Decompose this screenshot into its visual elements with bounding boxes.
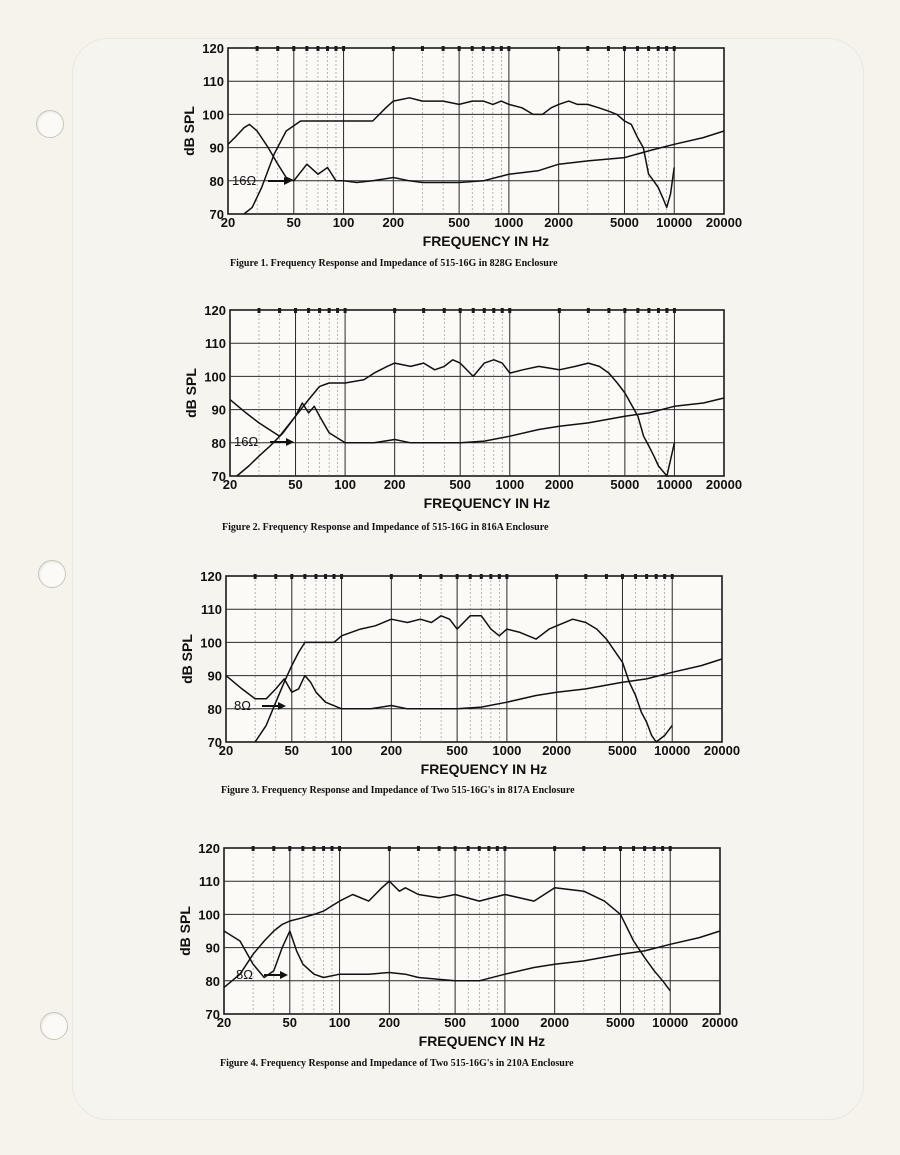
figure-caption: Figure 2. Frequency Response and Impedance of 515-16G in 816A Enclosure bbox=[222, 522, 549, 533]
top-tick-mark bbox=[657, 308, 660, 313]
top-tick-mark bbox=[392, 46, 395, 51]
top-tick-mark bbox=[342, 46, 345, 51]
x-tick-label: 500 bbox=[448, 215, 470, 230]
top-tick-mark bbox=[469, 574, 472, 579]
x-tick-label: 2000 bbox=[542, 743, 572, 758]
y-tick-label: 70 bbox=[211, 469, 226, 484]
y-tick-label: 110 bbox=[199, 874, 220, 890]
x-tick-label: 50 bbox=[284, 743, 300, 758]
top-tick-mark bbox=[467, 846, 470, 851]
top-tick-mark bbox=[316, 46, 319, 51]
top-tick-mark bbox=[256, 46, 259, 51]
x-tick-label: 50 bbox=[282, 1015, 298, 1030]
top-tick-mark bbox=[582, 846, 585, 851]
top-tick-mark bbox=[257, 308, 260, 313]
top-tick-mark bbox=[636, 308, 639, 313]
plot-area bbox=[228, 48, 724, 214]
top-tick-mark bbox=[632, 846, 635, 851]
x-tick-label: 100 bbox=[328, 1015, 351, 1030]
y-tick-label: 120 bbox=[200, 569, 222, 584]
y-tick-label: 80 bbox=[207, 701, 222, 717]
top-tick-mark bbox=[491, 46, 494, 51]
y-tick-label: 110 bbox=[203, 74, 224, 90]
x-tick-label: 10000 bbox=[656, 477, 693, 492]
top-tick-mark bbox=[661, 846, 664, 851]
x-axis-title: FREQUENCY IN Hz bbox=[420, 761, 548, 777]
y-axis-title: dB SPL bbox=[179, 634, 195, 684]
x-tick-label: 10000 bbox=[654, 743, 691, 758]
y-tick-label: 100 bbox=[202, 107, 224, 123]
top-tick-mark bbox=[419, 574, 422, 579]
x-tick-label: 200 bbox=[378, 1015, 401, 1030]
impedance-reference-label: 16Ω bbox=[232, 173, 257, 188]
impedance-reference-label: 8Ω bbox=[236, 967, 253, 982]
top-tick-mark bbox=[500, 46, 503, 51]
y-tick-label: 80 bbox=[209, 173, 224, 189]
top-tick-mark bbox=[421, 46, 424, 51]
top-tick-mark bbox=[671, 574, 674, 579]
y-tick-label: 120 bbox=[202, 41, 224, 56]
x-tick-label: 1000 bbox=[490, 1015, 520, 1030]
top-tick-mark bbox=[274, 574, 277, 579]
top-tick-mark bbox=[507, 46, 510, 51]
top-tick-mark bbox=[330, 846, 333, 851]
y-tick-label: 110 bbox=[205, 336, 226, 352]
x-tick-label: 500 bbox=[449, 477, 472, 492]
top-tick-mark bbox=[471, 46, 474, 51]
top-tick-mark bbox=[553, 846, 556, 851]
y-axis-title: dB SPL bbox=[181, 106, 197, 156]
x-tick-label: 1000 bbox=[494, 215, 524, 230]
top-tick-mark bbox=[458, 46, 461, 51]
y-tick-label: 90 bbox=[207, 668, 222, 684]
top-tick-mark bbox=[294, 308, 297, 313]
top-tick-mark bbox=[303, 574, 306, 579]
y-tick-label: 70 bbox=[205, 1007, 220, 1022]
figure-caption: Figure 1. Frequency Response and Impedance of 515-16G in 828G Enclosure bbox=[230, 258, 558, 269]
top-tick-mark bbox=[459, 308, 462, 313]
top-tick-mark bbox=[643, 846, 646, 851]
y-tick-label: 90 bbox=[205, 940, 220, 956]
top-tick-mark bbox=[336, 308, 339, 313]
top-tick-mark bbox=[388, 846, 391, 851]
top-tick-mark bbox=[326, 46, 329, 51]
top-tick-mark bbox=[607, 46, 610, 51]
top-tick-mark bbox=[443, 308, 446, 313]
x-tick-label: 5000 bbox=[609, 215, 639, 230]
top-tick-mark bbox=[305, 46, 308, 51]
top-tick-mark bbox=[324, 574, 327, 579]
y-tick-label: 120 bbox=[204, 303, 226, 318]
top-tick-mark bbox=[288, 846, 291, 851]
top-tick-mark bbox=[338, 846, 341, 851]
x-tick-label: 100 bbox=[332, 215, 355, 230]
x-axis-title: FREQUENCY IN Hz bbox=[422, 233, 550, 249]
x-tick-label: 1000 bbox=[495, 477, 525, 492]
top-tick-mark bbox=[623, 46, 626, 51]
top-tick-mark bbox=[619, 846, 622, 851]
top-tick-mark bbox=[393, 308, 396, 313]
x-tick-label: 20 bbox=[220, 215, 236, 230]
top-tick-mark bbox=[252, 846, 255, 851]
top-tick-mark bbox=[390, 574, 393, 579]
y-tick-label: 100 bbox=[200, 635, 222, 651]
top-tick-mark bbox=[442, 46, 445, 51]
x-tick-label: 200 bbox=[380, 743, 403, 758]
x-tick-label: 20000 bbox=[701, 1015, 739, 1030]
y-tick-label: 90 bbox=[211, 402, 226, 418]
y-tick-label: 70 bbox=[207, 735, 222, 750]
top-tick-mark bbox=[498, 574, 501, 579]
top-tick-mark bbox=[557, 46, 560, 51]
y-tick-label: 120 bbox=[198, 841, 220, 856]
top-tick-mark bbox=[663, 574, 666, 579]
impedance-reference-label: 8Ω bbox=[234, 698, 251, 713]
top-tick-mark bbox=[334, 46, 337, 51]
plot-area bbox=[230, 310, 724, 476]
y-tick-label: 100 bbox=[204, 369, 226, 385]
top-tick-mark bbox=[558, 308, 561, 313]
impedance-reference-label: 16Ω bbox=[234, 434, 259, 449]
top-tick-mark bbox=[673, 46, 676, 51]
y-axis-title: dB SPL bbox=[183, 368, 199, 418]
top-tick-mark bbox=[555, 574, 558, 579]
top-tick-mark bbox=[487, 846, 490, 851]
top-tick-mark bbox=[665, 46, 668, 51]
x-tick-label: 50 bbox=[286, 215, 302, 230]
top-tick-mark bbox=[586, 46, 589, 51]
top-tick-mark bbox=[636, 46, 639, 51]
x-tick-label: 10000 bbox=[652, 1015, 689, 1030]
x-tick-label: 20 bbox=[216, 1015, 232, 1030]
top-tick-mark bbox=[647, 46, 650, 51]
y-tick-label: 100 bbox=[198, 907, 220, 923]
y-tick-label: 80 bbox=[205, 973, 220, 989]
top-tick-mark bbox=[290, 574, 293, 579]
top-tick-mark bbox=[278, 308, 281, 313]
x-tick-label: 200 bbox=[383, 477, 406, 492]
top-tick-mark bbox=[438, 846, 441, 851]
x-tick-label: 500 bbox=[444, 1015, 466, 1030]
top-tick-mark bbox=[456, 574, 459, 579]
top-tick-mark bbox=[318, 308, 321, 313]
top-tick-mark bbox=[344, 308, 347, 313]
top-tick-mark bbox=[503, 846, 506, 851]
top-tick-mark bbox=[508, 308, 511, 313]
figure-caption: Figure 3. Frequency Response and Impedance of Two 515-16G's in 817A Enclosure bbox=[221, 785, 575, 796]
x-tick-label: 100 bbox=[330, 743, 353, 758]
top-tick-mark bbox=[340, 574, 343, 579]
top-tick-mark bbox=[657, 46, 660, 51]
x-tick-label: 20 bbox=[222, 477, 238, 492]
top-tick-mark bbox=[501, 308, 504, 313]
top-tick-mark bbox=[482, 46, 485, 51]
top-tick-mark bbox=[292, 46, 295, 51]
top-tick-mark bbox=[505, 574, 508, 579]
top-tick-mark bbox=[587, 308, 590, 313]
top-tick-mark bbox=[272, 846, 275, 851]
top-tick-mark bbox=[301, 846, 304, 851]
plot-area bbox=[224, 848, 720, 1014]
x-tick-label: 200 bbox=[382, 215, 405, 230]
y-axis-title: dB SPL bbox=[177, 906, 193, 956]
top-tick-mark bbox=[496, 846, 499, 851]
top-tick-mark bbox=[603, 846, 606, 851]
x-tick-label: 20000 bbox=[705, 477, 743, 492]
x-tick-label: 5000 bbox=[610, 477, 640, 492]
top-tick-mark bbox=[478, 846, 481, 851]
x-tick-label: 2000 bbox=[544, 215, 574, 230]
top-tick-mark bbox=[483, 308, 486, 313]
x-tick-label: 500 bbox=[446, 743, 468, 758]
top-tick-mark bbox=[489, 574, 492, 579]
top-tick-mark bbox=[417, 846, 420, 851]
top-tick-mark bbox=[440, 574, 443, 579]
x-tick-label: 20 bbox=[218, 743, 234, 758]
top-tick-mark bbox=[665, 308, 668, 313]
top-tick-mark bbox=[254, 574, 257, 579]
x-tick-label: 5000 bbox=[607, 743, 637, 758]
figure-caption: Figure 4. Frequency Response and Impedance of Two 515-16G's in 210A Enclosure bbox=[220, 1058, 574, 1069]
y-tick-label: 90 bbox=[209, 140, 224, 156]
top-tick-mark bbox=[492, 308, 495, 313]
top-tick-mark bbox=[312, 846, 315, 851]
top-tick-mark bbox=[307, 308, 310, 313]
top-tick-mark bbox=[422, 308, 425, 313]
top-tick-mark bbox=[454, 846, 457, 851]
top-tick-mark bbox=[655, 574, 658, 579]
top-tick-mark bbox=[480, 574, 483, 579]
figure-2-chart bbox=[0, 290, 900, 570]
plot-area bbox=[226, 576, 722, 742]
top-tick-mark bbox=[647, 308, 650, 313]
top-tick-mark bbox=[673, 308, 676, 313]
x-axis-title: FREQUENCY IN Hz bbox=[423, 495, 551, 511]
x-tick-label: 100 bbox=[334, 477, 356, 492]
x-axis-title: FREQUENCY IN Hz bbox=[418, 1033, 546, 1049]
figure-3-chart bbox=[0, 556, 900, 836]
top-tick-mark bbox=[472, 308, 475, 313]
figure-4-chart bbox=[0, 826, 900, 1106]
top-tick-mark bbox=[634, 574, 637, 579]
x-tick-label: 20000 bbox=[703, 743, 741, 758]
top-tick-mark bbox=[653, 846, 656, 851]
x-tick-label: 2000 bbox=[540, 1015, 570, 1030]
x-tick-label: 5000 bbox=[605, 1015, 635, 1030]
top-tick-mark bbox=[322, 846, 325, 851]
y-tick-label: 80 bbox=[211, 435, 226, 451]
x-tick-label: 2000 bbox=[544, 477, 574, 492]
top-tick-mark bbox=[621, 574, 624, 579]
y-tick-label: 70 bbox=[209, 207, 224, 222]
x-tick-label: 20000 bbox=[705, 215, 743, 230]
x-tick-label: 50 bbox=[288, 477, 303, 492]
x-tick-label: 10000 bbox=[656, 215, 693, 230]
x-tick-label: 1000 bbox=[492, 743, 522, 758]
figure-1-chart bbox=[0, 30, 900, 310]
y-tick-label: 110 bbox=[201, 602, 222, 618]
top-tick-mark bbox=[605, 574, 608, 579]
top-tick-mark bbox=[328, 308, 331, 313]
top-tick-mark bbox=[607, 308, 610, 313]
top-tick-mark bbox=[645, 574, 648, 579]
top-tick-mark bbox=[332, 574, 335, 579]
top-tick-mark bbox=[314, 574, 317, 579]
top-tick-mark bbox=[276, 46, 279, 51]
top-tick-mark bbox=[584, 574, 587, 579]
top-tick-mark bbox=[623, 308, 626, 313]
top-tick-mark bbox=[669, 846, 672, 851]
